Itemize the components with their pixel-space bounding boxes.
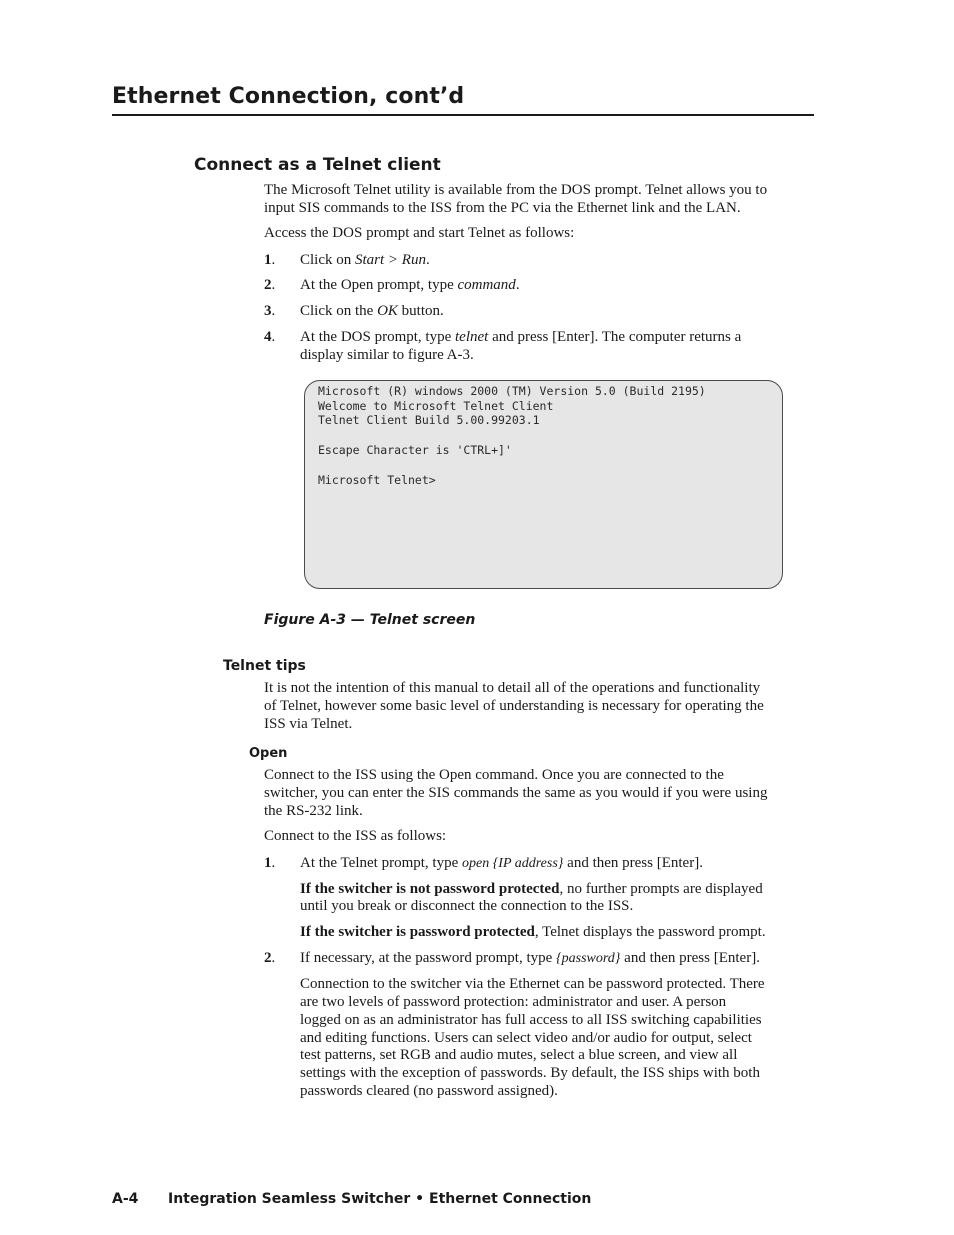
detail-line: test patterns, set RGB and audio mutes, select a blue screen, and view all bbox=[300, 1047, 738, 1063]
access-text: Access the DOS prompt and start Telnet as follows: bbox=[264, 225, 575, 241]
step-text: Click on Start > Run. bbox=[300, 252, 430, 268]
step-text: At the DOS prompt, type telnet and press [Enter]. The computer returns a bbox=[300, 329, 742, 345]
open-line: switcher, you can enter the SIS commands the same as you would if you were using bbox=[264, 785, 768, 801]
intro-line-1: The Microsoft Telnet utility is available from the DOS prompt. Telnet allows you to bbox=[264, 182, 768, 198]
detail-line: passwords cleared (no password assigned). bbox=[300, 1083, 558, 1099]
detail-line: and editing functions. Users can select video and/or audio for output, select bbox=[300, 1030, 752, 1046]
step-number: 3. bbox=[264, 303, 276, 319]
open-line: Connect to the ISS using the Open command. Once you are connected to the bbox=[264, 767, 724, 783]
step-number: 4. bbox=[264, 329, 276, 345]
detail-line: settings with the exception of passwords. By default, the ISS ships with both bbox=[300, 1065, 760, 1081]
step-number: 1. bbox=[264, 252, 276, 268]
tips-heading: Telnet tips bbox=[223, 658, 306, 674]
terminal-line: Welcome to Microsoft Telnet Client bbox=[318, 399, 554, 413]
connect-text: Connect to the ISS as follows: bbox=[264, 828, 447, 844]
step-text: At the Telnet prompt, type open {IP address} and then press [Enter]. bbox=[300, 855, 703, 871]
note-not-protected-continued: until you break or disconnect the connection to the ISS. bbox=[300, 898, 634, 914]
tips-line: It is not the intention of this manual to detail all of the operations and functionality bbox=[264, 680, 761, 696]
terminal-line: Escape Character is 'CTRL+]' bbox=[318, 443, 512, 457]
terminal-line: Microsoft Telnet> bbox=[318, 473, 436, 487]
terminal-line: Telnet Client Build 5.00.99203.1 bbox=[318, 413, 540, 427]
step-number: 1. bbox=[264, 855, 276, 871]
detail-line: logged on as an administrator has full access to all ISS switching capabilities bbox=[300, 1012, 762, 1028]
detail-line: Connection to the switcher via the Ethernet can be password protected. There bbox=[300, 976, 765, 992]
tips-line: of Telnet, however some basic level of understanding is necessary for operating the bbox=[264, 698, 764, 714]
step-text: Click on the OK button. bbox=[300, 303, 444, 319]
page-number: A-4 bbox=[112, 1191, 139, 1207]
footer-text: Integration Seamless Switcher • Ethernet Connection bbox=[168, 1191, 592, 1207]
step-text-continued: display similar to figure A-3. bbox=[300, 347, 474, 363]
step-number: 2. bbox=[264, 950, 276, 966]
section-heading: Connect as a Telnet client bbox=[194, 155, 441, 175]
detail-line: are two levels of password protection: administrator and user. A person bbox=[300, 994, 727, 1010]
note-protected: If the switcher is password protected, Telnet displays the password prompt. bbox=[300, 924, 766, 940]
intro-line-2: input SIS commands to the ISS from the PC via the Ethernet link and the LAN. bbox=[264, 200, 741, 216]
figure-caption: Figure A-3 — Telnet screen bbox=[264, 612, 476, 628]
tips-line: ISS via Telnet. bbox=[264, 716, 353, 732]
step-text: If necessary, at the password prompt, type {password} and then press [Enter]. bbox=[300, 950, 760, 966]
title-rule bbox=[112, 114, 814, 116]
page-title: Ethernet Connection, cont’d bbox=[112, 84, 465, 109]
open-heading: Open bbox=[249, 746, 288, 761]
open-line: the RS-232 link. bbox=[264, 803, 363, 819]
step-number: 2. bbox=[264, 277, 276, 293]
note-not-protected: If the switcher is not password protected, no further prompts are displayed bbox=[300, 881, 763, 897]
step-text: At the Open prompt, type command. bbox=[300, 277, 520, 293]
terminal-line: Microsoft (R) windows 2000 (TM) Version 5.0 (Build 2195) bbox=[318, 384, 706, 398]
